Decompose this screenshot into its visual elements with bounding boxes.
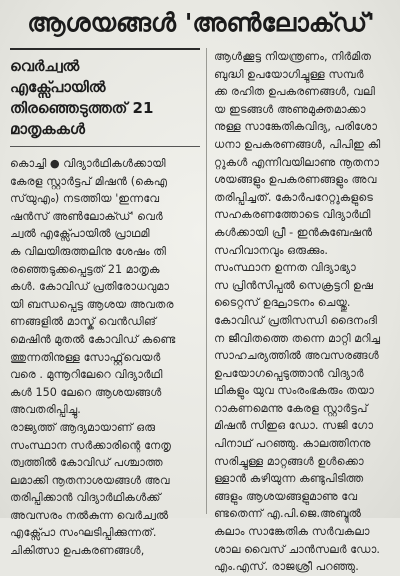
text-line: ണ്ടതെന്ന് എ.പി.ജെ.അബ്ദുൽ [214, 507, 362, 521]
text-line: എക്സ്പോ സംഘടിപ്പിക്കുന്നത്. [10, 526, 157, 540]
text-line: ശയങ്ങളും ഉപകരണങ്ങളും അവ [214, 173, 377, 187]
text-line: എം.എസ്. രാജശ്രീ പറഞ്ഞു. [214, 560, 359, 574]
text-line: കോവിഡ് പ്രതിസന്ധി ദൈനംദി [214, 313, 377, 327]
text-line: ഥികളും യുവ സംരംഭകരും തയാ [214, 384, 374, 398]
right-column [214, 48, 398, 576]
text-line: കൾ 150 ലേറെ ആശയങ്ങൾ [10, 385, 162, 399]
text-line: ച്വൽ എക്സ്പോയിൽ പ്രാഥമി [10, 227, 150, 241]
text-line: നുള്ള സാങ്കേതികവിദ്യ, പരിശോ [214, 120, 377, 134]
divider [10, 48, 200, 50]
text-line: ഷൻസ് അൺലോക്ഡ്' വെർ [10, 209, 163, 223]
text-line: വരെ . മുന്നൂറിലേറെ വിദ്യാർഥി [10, 368, 163, 382]
text-line: യി ബന്ധപ്പെട്ട ആശയ അവതര [10, 297, 174, 311]
text-line: കലാം സാങ്കേതിക സർവകലാ [214, 525, 370, 539]
column-divider [206, 48, 207, 514]
text-line: ങ്ങളും ആശയങ്ങളുമാണു വേ [214, 489, 358, 503]
text-line: രഞ്ഞെടുക്കപ്പെട്ടത് 21 മാതൃക [10, 262, 160, 276]
text-line: രാജ്യത്ത് ആദ്യമായാണ് ഒരു [10, 420, 156, 434]
text-line: കൊച്ചി ● വിദ്യാർഥികൾക്കായി [10, 157, 166, 170]
text-line: തരിപ്പിച്ചത്. കോർപറേറ്റുകളുടെ [214, 190, 373, 204]
left-body-text [10, 155, 200, 560]
text-line: സാഹചര്യത്തിൽ അവസരങ്ങൾ [214, 349, 379, 363]
left-column [10, 48, 200, 560]
subhead-line: എക്സ്പോയിൽ [10, 78, 106, 96]
text-line: ത്തുന്നതിനുള്ള സോഫ്റ്റ്‌വെയർ [10, 350, 161, 364]
text-line: കൾ. കോവിഡ് പ്രതിരോധവുമാ [10, 280, 170, 294]
text-line: സംസ്ഥാന ഉന്നത വിദ്യാഭ്യാ [214, 261, 356, 275]
text-line: ഉപയോഗപ്പെടുത്താൻ വിദ്യാർ [214, 366, 364, 380]
text-line: ക വിലയിരുത്തലിനു ശേഷം തി [10, 244, 166, 258]
text-line: കേരള സ്റ്റാർട്ടപ് മിഷൻ (കെഎ [10, 174, 168, 188]
article-columns [10, 48, 392, 574]
text-line: ടൈറ്റസ് ഉദ്ഘാടനം ചെയ്തു. [214, 296, 351, 310]
text-line: ലമാക്കി നൂതനാശയങ്ങൾ അവ [10, 473, 170, 487]
subheadline [10, 56, 200, 147]
text-line: തരിപ്പിക്കാൻ വിദ്യാർഥികൾക്ക് [10, 491, 161, 505]
text-line: സംസ്ഥാന സർക്കാരിന്റെ നേതൃ [10, 438, 172, 452]
right-body-text [214, 48, 398, 576]
text-line: പിനാഥ് പറഞ്ഞു. കാലത്തിനനു [214, 437, 371, 451]
text-line: ന ജീവിതത്തെ തന്നെ മാറ്റി മറിച്ച [214, 331, 381, 345]
text-line: യ ഇടങ്ങൾ അണുമുക്തമാക്കാ [214, 102, 366, 116]
text-line: ധനാ ഉപകരണങ്ങൾ, പിപിഇ കി [214, 137, 381, 151]
subhead-line: മാതൃകകൾ [10, 120, 85, 138]
text-line: അവസരം നൽകുന്ന വെർച്വൽ [10, 508, 169, 522]
text-line: റാകണമെന്നു കേരള സ്റ്റാർട്ടപ് [214, 401, 368, 415]
text-line: ണങ്ങളിൽ മാസ്ക് വെൻഡിങ് [10, 315, 157, 329]
text-line: സഹകരണത്തോടെ വിദ്യാർഥി [214, 208, 371, 222]
text-line: സ്‌യുഎം) നടത്തിയ 'ഇന്നവേ [10, 192, 160, 206]
text-line: ബുദ്ധി ഉപയോഗിച്ചുള്ള സമ്പർ [214, 67, 364, 81]
text-line: ക്ക രഹിത ഉപകരണങ്ങൾ, വലി [214, 85, 375, 99]
text-line: ത്വത്തിൽ കോവിഡ് പശ്ചാത്ത [10, 456, 163, 470]
text-line: മിഷൻ സിഇഒ ഡോ. സജി ഗോ [214, 419, 374, 433]
text-line: ചികിത്സാ ഉപകരണങ്ങൾ, [10, 544, 145, 558]
subhead-line: തിരഞ്ഞെടുത്തത് 21 [10, 99, 154, 117]
text-line: മെഷിൻ മുതൽ കോവിഡ് കണ്ടെ [10, 332, 176, 346]
text-line: ആൾക്കൂട്ട നിയന്ത്രണം, നിർമിത [214, 50, 372, 63]
text-line: ള്ളാൻ കഴിയുന്ന കണ്ടുപിടിത്ത [214, 472, 364, 486]
text-line: സ പ്രിൻസിപ്പൽ സെക്രട്ടറി ഉഷ [214, 278, 374, 292]
text-line: സരിച്ചുള്ള മാറ്റങ്ങൾ ഉൾക്കൊ [214, 454, 364, 468]
text-line: സഹിവാനവും ഒരുക്കും. [214, 243, 328, 257]
text-line: ശാല വൈസ് ചാൻസലർ ഡോ. [214, 542, 380, 556]
text-line: അവതരിപ്പിച്ചു. [10, 403, 81, 417]
text-line: കൾക്കായി പ്രീ - ഇൻകുബേഷൻ [214, 225, 373, 239]
subhead-line: വെർച്വൽ [10, 57, 80, 75]
text-line: റ്റുകൾ എന്നിവയിലാണു നൂതനാ [214, 155, 379, 169]
headline: ആശയങ്ങൾ 'അൺലോക്ഡ്' [27, 8, 375, 37]
